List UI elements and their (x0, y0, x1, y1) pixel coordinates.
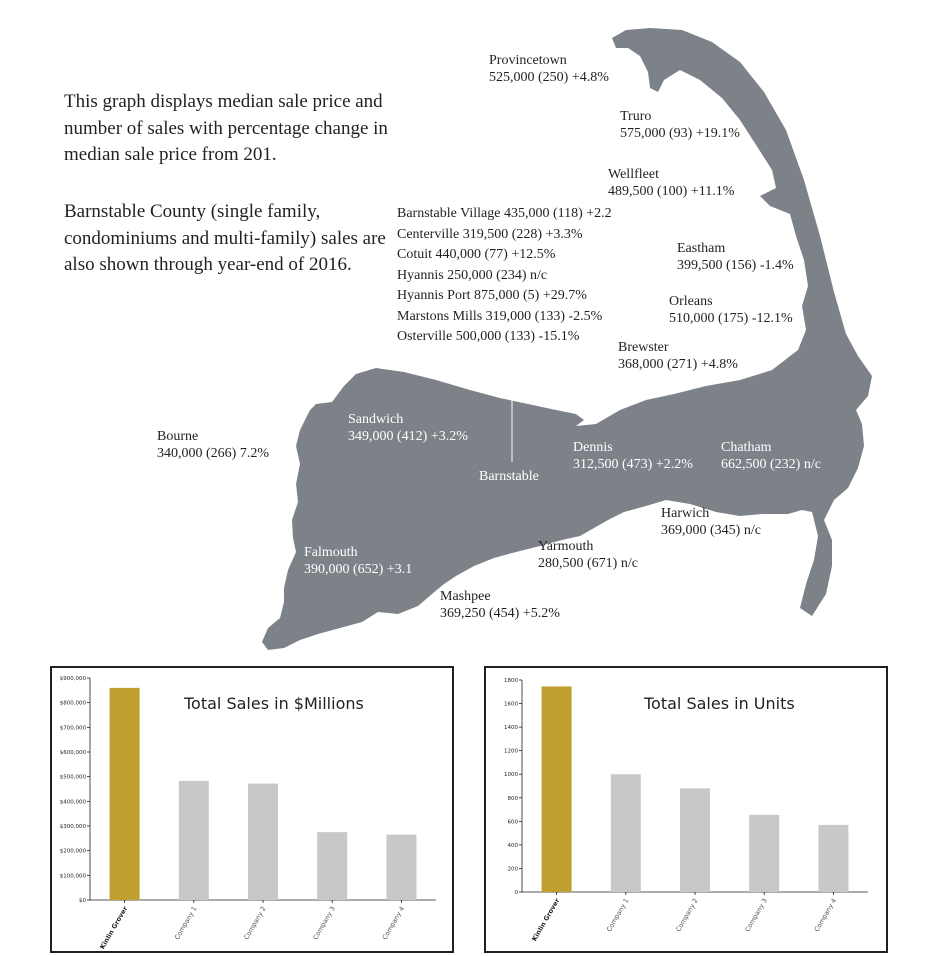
town-stats: 390,000 (652) +3.1 (304, 562, 413, 577)
y-tick-label: 1400 (504, 725, 518, 732)
x-tick-label: Company 3 (743, 897, 769, 934)
chart-title: Total Sales in $Millions (184, 694, 364, 713)
y-tick-label: $700,000 (59, 725, 86, 732)
y-tick-label: $100,000 (59, 873, 86, 880)
village-item: Hyannis 250,000 (234) n/c (397, 267, 548, 283)
y-tick-label: 400 (507, 842, 518, 849)
y-tick-label: $0 (79, 898, 86, 904)
town-name: Falmouth (304, 545, 358, 560)
y-tick-label: $600,000 (59, 750, 86, 756)
town-label-bourne (157, 428, 269, 462)
x-tick-label: Company 2 (674, 897, 700, 934)
town-label-truro (620, 108, 740, 142)
barnstable-villages-list (397, 204, 612, 348)
town-name: Brewster (618, 340, 669, 355)
x-tick-label: Kinlin Grover (98, 905, 130, 951)
town-name: Sandwich (348, 412, 404, 427)
town-stats: 368,000 (271) +4.8% (618, 357, 738, 372)
town-stats: 369,250 (454) +5.2% (440, 606, 560, 621)
town-label-chatham (721, 439, 821, 473)
y-tick-label: $200,000 (59, 848, 86, 855)
x-tick-label: Kinlin Grover (530, 897, 562, 943)
town-stats: 340,000 (266) 7.2% (157, 446, 269, 461)
town-label-eastham (677, 240, 794, 274)
y-tick-label: 1200 (504, 748, 518, 755)
bar-company-4 (386, 835, 416, 900)
town-label-brewster (618, 339, 738, 373)
town-label-provincetown (489, 52, 609, 86)
village-item: Cotuit 440,000 (77) +12.5% (397, 247, 556, 262)
town-stats: 369,000 (345) n/c (661, 523, 761, 538)
bar-company-4 (818, 825, 848, 892)
y-tick-label: 1000 (504, 772, 518, 779)
intro-paragraph-1: This graph displays median sale price and number of sales with percentage change in median sale price from 201. (64, 91, 388, 165)
y-tick-label: 0 (514, 890, 518, 896)
town-name: Mashpee (440, 589, 491, 604)
town-stats: 510,000 (175) -12.1% (669, 311, 793, 326)
y-tick-label: $400,000 (59, 799, 86, 806)
chart-total-sales-millions (50, 666, 454, 953)
town-stats: 280,500 (671) n/c (538, 556, 638, 571)
bar-company-3 (317, 832, 347, 900)
y-tick-label: 1800 (504, 678, 518, 684)
y-tick-label: 600 (507, 819, 518, 826)
town-name: Eastham (677, 241, 726, 256)
town-stats: 525,000 (250) +4.8% (489, 70, 609, 85)
village-item: Barnstable Village 435,000 (118) +2.2 (397, 206, 612, 221)
x-tick-label: Company 4 (380, 905, 407, 942)
town-stats: 312,500 (473) +2.2% (573, 457, 693, 472)
x-tick-label: Company 1 (173, 905, 199, 942)
town-stats: 662,500 (232) n/c (721, 457, 821, 472)
town-label-yarmouth (538, 538, 638, 572)
chart-title: Total Sales in Units (644, 694, 795, 713)
town-name: Orleans (669, 294, 713, 309)
bar-company-1 (179, 781, 209, 900)
town-name: Truro (620, 109, 652, 124)
town-label-dennis (573, 439, 693, 473)
bar-kinlin-grover (110, 688, 140, 900)
bar-kinlin-grover (542, 686, 572, 892)
town-name: Harwich (661, 506, 710, 521)
town-stats: 575,000 (93) +19.1% (620, 126, 740, 141)
town-stats: 489,500 (100) +11.1% (608, 184, 735, 199)
town-label-orleans (669, 293, 793, 327)
village-item: Centerville 319,500 (228) +3.3% (397, 226, 583, 242)
town-stats: 349,000 (412) +3.2% (348, 429, 468, 444)
town-name: Provincetown (489, 53, 567, 68)
bar-company-2 (248, 784, 278, 900)
bar-company-1 (611, 774, 641, 892)
town-stats: 399,500 (156) -1.4% (677, 258, 794, 273)
village-item: Osterville 500,000 (133) -15.1% (397, 329, 580, 344)
village-item: Hyannis Port 875,000 (5) +29.7% (397, 288, 587, 303)
town-name: Yarmouth (538, 539, 594, 554)
town-label-mashpee (440, 588, 560, 622)
y-tick-label: $900,000 (59, 676, 86, 682)
intro-paragraph-2: Barnstable County (single family, condominiums and multi-family) sales are also shown through year-end of 2016. (64, 201, 386, 275)
village-item: Marstons Mills 319,000 (133) -2.5% (397, 308, 603, 324)
town-label-sandwich (348, 411, 468, 445)
town-name: Chatham (721, 440, 772, 455)
x-tick-label: Company 4 (812, 897, 839, 934)
town-name: Bourne (157, 429, 199, 444)
town-name: Wellfleet (608, 167, 659, 182)
y-tick-label: $300,000 (59, 824, 86, 830)
bar-company-3 (749, 815, 779, 892)
town-name: Dennis (573, 440, 613, 455)
y-tick-label: 800 (507, 795, 518, 802)
town-label-barnstable (479, 468, 539, 485)
y-tick-label: 200 (507, 866, 518, 873)
town-label-wellfleet (608, 166, 734, 200)
x-tick-label: Company 2 (242, 905, 268, 942)
x-tick-label: Company 1 (605, 897, 631, 934)
y-tick-label: $500,000 (59, 774, 86, 781)
x-tick-label: Company 3 (311, 905, 337, 942)
y-tick-label: $800,000 (59, 700, 86, 707)
town-label-harwich (661, 505, 761, 539)
town-label-falmouth (304, 544, 412, 578)
y-tick-label: 1600 (504, 701, 518, 708)
town-name: Barnstable (479, 469, 539, 484)
bar-company-2 (680, 788, 710, 892)
chart-total-sales-units (484, 666, 888, 953)
